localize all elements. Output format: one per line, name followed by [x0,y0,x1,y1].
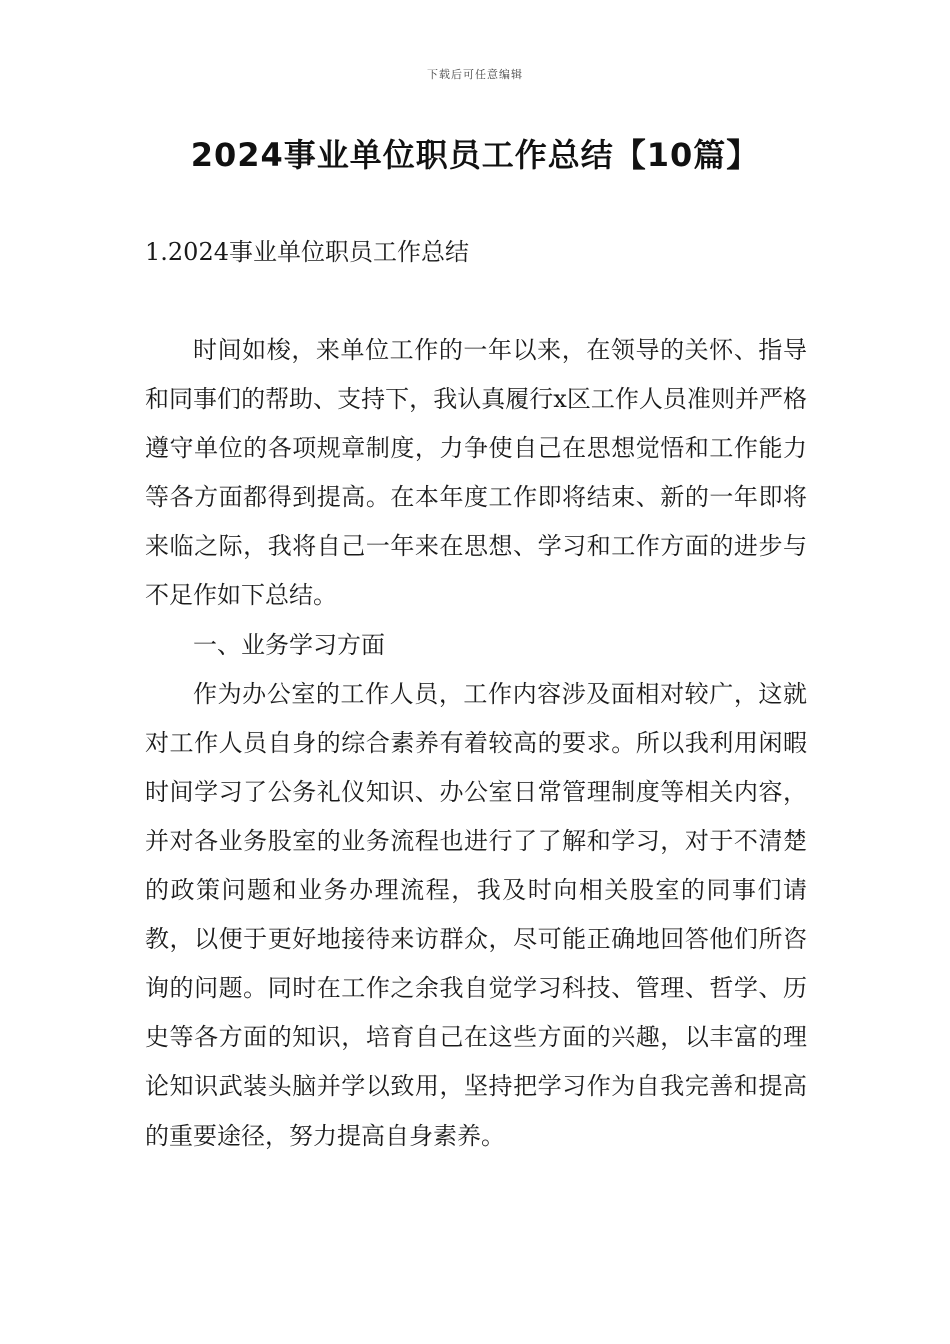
document-body [145,326,807,1161]
subheading-business-study: 一、业务学习方面 [193,630,385,659]
paragraph-study: 作为办公室的工作人员，工作内容涉及面相对较广，这就对工作人员自身的综合素养有着较高的要求。所以我利用闲暇时间学习了公务礼仪知识、办公室日常管理制度等相关内容，并对各业务股室的业务流程也进行了了解和学习，对于不清楚的政策问题和业务办理流程，我及时向相关股室的同事们请教，以便于更好地接待来访群众，尽可能正确地回答他们所咨询的问题。同时在工作之余我自觉学习科技、管理、哲学、历史等各方面的知识，培育自己在这些方面的兴趣，以丰富的理论知识武装头脑并学以致用，坚持把学习作为自我完善和提高的重要途径，努力提高自身素养。 [145,679,807,1150]
document-title: 2024事业单位职员工作总结【10篇】 [190,136,760,174]
section-heading: 1.2024事业单位职员工作总结 [145,238,469,266]
header-note: 下载后可任意编辑 [427,68,523,81]
paragraph-intro: 时间如梭，来单位工作的一年以来，在领导的关怀、指导和同事们的帮助、支持下，我认真履行x区工作人员准则并严格遵守单位的各项规章制度，力争使自己在思想觉悟和工作能力等各方面都得到提高。在本年度工作即将结束、新的一年即将来临之际，我将自己一年来在思想、学习和工作方面的进步与不足作如下总结。 [145,336,807,610]
